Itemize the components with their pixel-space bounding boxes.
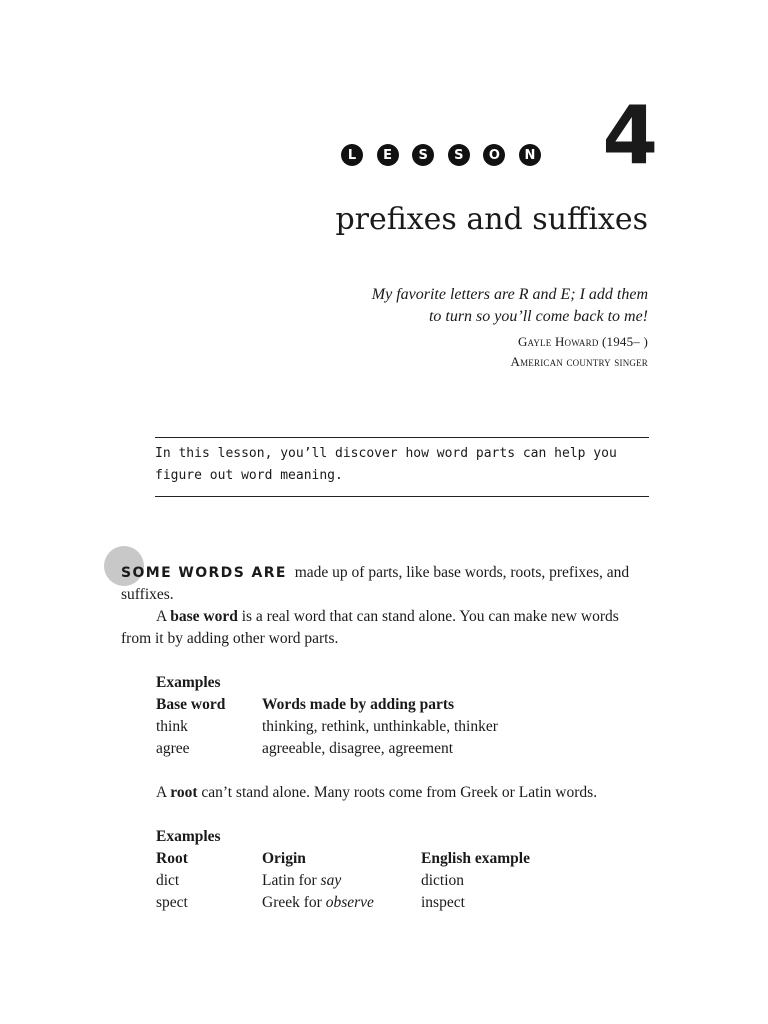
origin-text: Greek for <box>262 894 326 911</box>
term: root <box>170 784 198 801</box>
table-cell: thinking, rethink, unthinkable, thinker <box>262 718 498 735</box>
paragraph-text: A <box>156 784 171 801</box>
column-header: Root <box>156 850 188 867</box>
term: base word <box>170 608 238 625</box>
table-cell: agreeable, disagree, agreement <box>262 740 454 757</box>
table-cell: dict <box>156 872 180 889</box>
lesson-label <box>341 144 555 166</box>
quote-attribution <box>511 332 649 372</box>
origin-word: say <box>320 872 342 889</box>
lesson-intro-box <box>155 437 649 497</box>
lesson-number: 4 <box>602 89 658 182</box>
table-label: Examples <box>156 828 221 845</box>
table-label: Examples <box>156 674 221 691</box>
quote-line: to turn so you’ll come back to me! <box>428 308 648 325</box>
table-cell <box>262 870 421 892</box>
column-header: Base word <box>156 696 226 713</box>
table-cell: diction <box>421 872 465 889</box>
paragraph-text: can’t stand alone. Many roots come from Greek or Latin words. <box>197 784 598 801</box>
origin-text: Latin for <box>262 872 321 889</box>
table-row <box>156 716 649 738</box>
lesson-letter: S <box>412 144 434 166</box>
lesson-letter: L <box>341 144 363 166</box>
table-header-row <box>156 694 649 716</box>
origin-word: observe <box>325 894 374 911</box>
paragraph-text: A <box>156 608 171 625</box>
lesson-letter: S <box>448 144 470 166</box>
table-cell <box>262 892 421 914</box>
table-row <box>156 738 649 760</box>
lesson-letter: N <box>519 144 541 166</box>
quote-author: Gayle Howard (1945– ) <box>517 334 648 349</box>
table-cell: inspect <box>421 894 465 911</box>
lead-in: SOME WORDS ARE <box>121 565 287 581</box>
table-cell: agree <box>156 740 190 757</box>
examples-table-roots <box>121 826 649 914</box>
paragraph <box>121 782 649 804</box>
table-row <box>156 892 649 914</box>
quote-line: My favorite letters are R and E; I add them <box>371 286 648 303</box>
table-header-row <box>156 848 649 870</box>
lesson-letter: E <box>377 144 399 166</box>
paragraph-text: made up of parts, like base words, roots, prefixes, and suffixes. <box>121 564 630 603</box>
examples-table-base-words <box>121 672 649 760</box>
lesson-letter: O <box>483 144 505 166</box>
paragraph <box>121 606 649 650</box>
page-title: prefixes and suffixes <box>335 202 648 237</box>
table-cell: think <box>156 718 188 735</box>
table-cell: spect <box>156 894 188 911</box>
paragraph <box>121 562 649 606</box>
lesson-intro-text: In this lesson, you’ll discover how word parts can help you figure out word meaning. <box>155 446 617 483</box>
column-header: Words made by adding parts <box>262 696 455 713</box>
column-header: Origin <box>262 850 306 867</box>
epigraph-quote <box>372 284 648 328</box>
column-header: English example <box>421 850 530 867</box>
table-row <box>156 870 649 892</box>
quote-author-description: American country singer <box>510 354 648 369</box>
lesson-body <box>121 562 649 914</box>
paragraph-text: is a real word that can stand alone. You can make new words from it by adding other word parts. <box>121 608 619 647</box>
